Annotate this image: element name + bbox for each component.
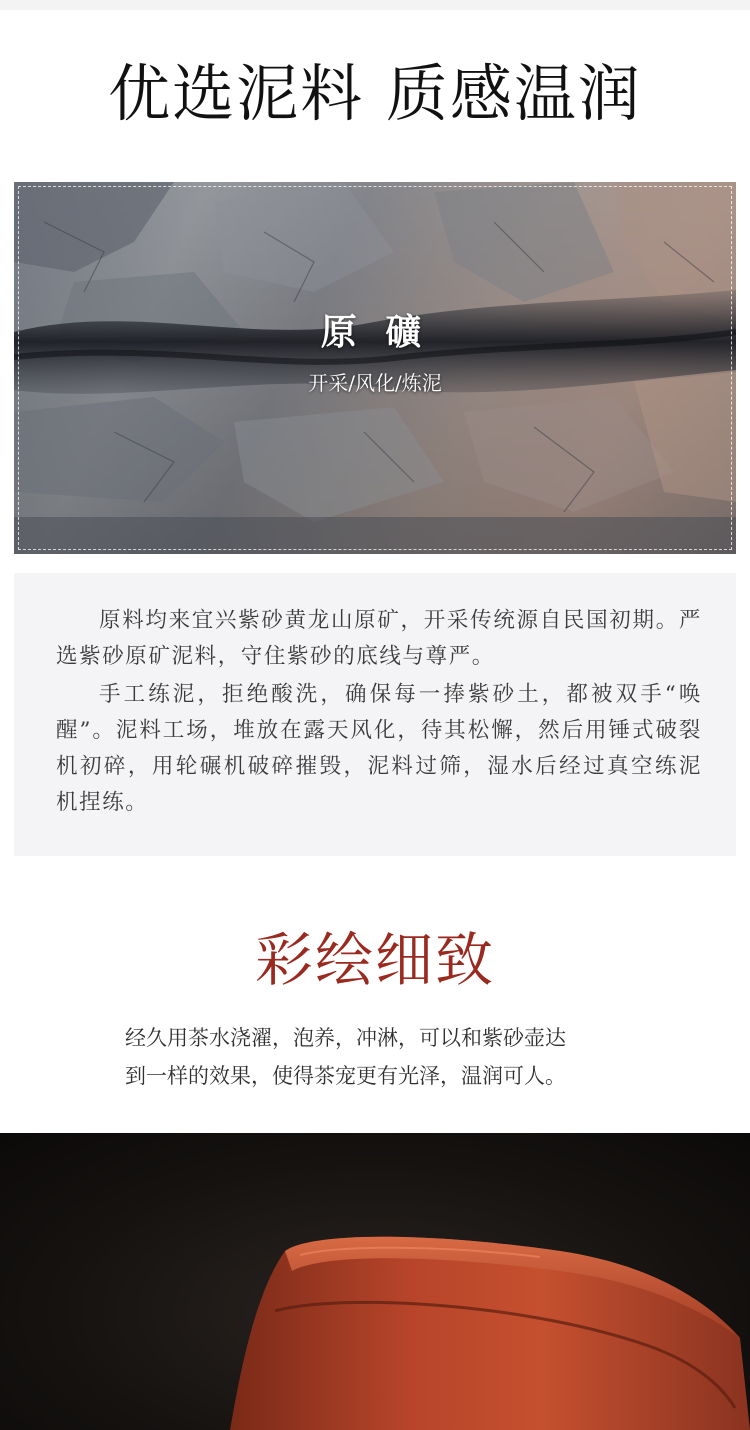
description-paragraph-1: 原料均来宜兴紫砂黄龙山原矿，开采传统源自民国初期。严选紫砂原矿泥料，守住紫砂的底线与尊严。 [56,608,702,669]
top-strip [0,0,750,10]
clay-pot-illustration [0,1133,750,1430]
raw-ore-photo [14,182,736,554]
feature-text [125,1019,645,1095]
raw-ore-subtitle: 开采/风化/炼泥 [308,371,442,395]
feature-text-line-2: 到一样的效果，使得茶宠更有光泽，温润可人。 [125,1064,566,1088]
description-panel [14,573,736,856]
page-title: 优选泥料 质感温润 [108,57,642,130]
feature-title: 彩绘细致 [254,926,495,994]
feature-text-line-1: 经久用茶水浇濯，泡养，冲淋，可以和紫砂壶达 [125,1026,566,1050]
clay-pot-photo [0,1133,750,1430]
raw-ore-title: 原 礦 [320,311,430,353]
photo-dashed-frame [18,186,732,550]
description-paragraph-2: 手工练泥，拒绝酸洗，确保每一捧紫砂土，都被双手“唤醒”。泥料工场，堆放在露天风化，待其松懈，然后用锤式破裂机初碎，用轮碾机破碎摧毁，泥料过筛，湿水后经过真空练泥机捏练。 [56,682,702,815]
